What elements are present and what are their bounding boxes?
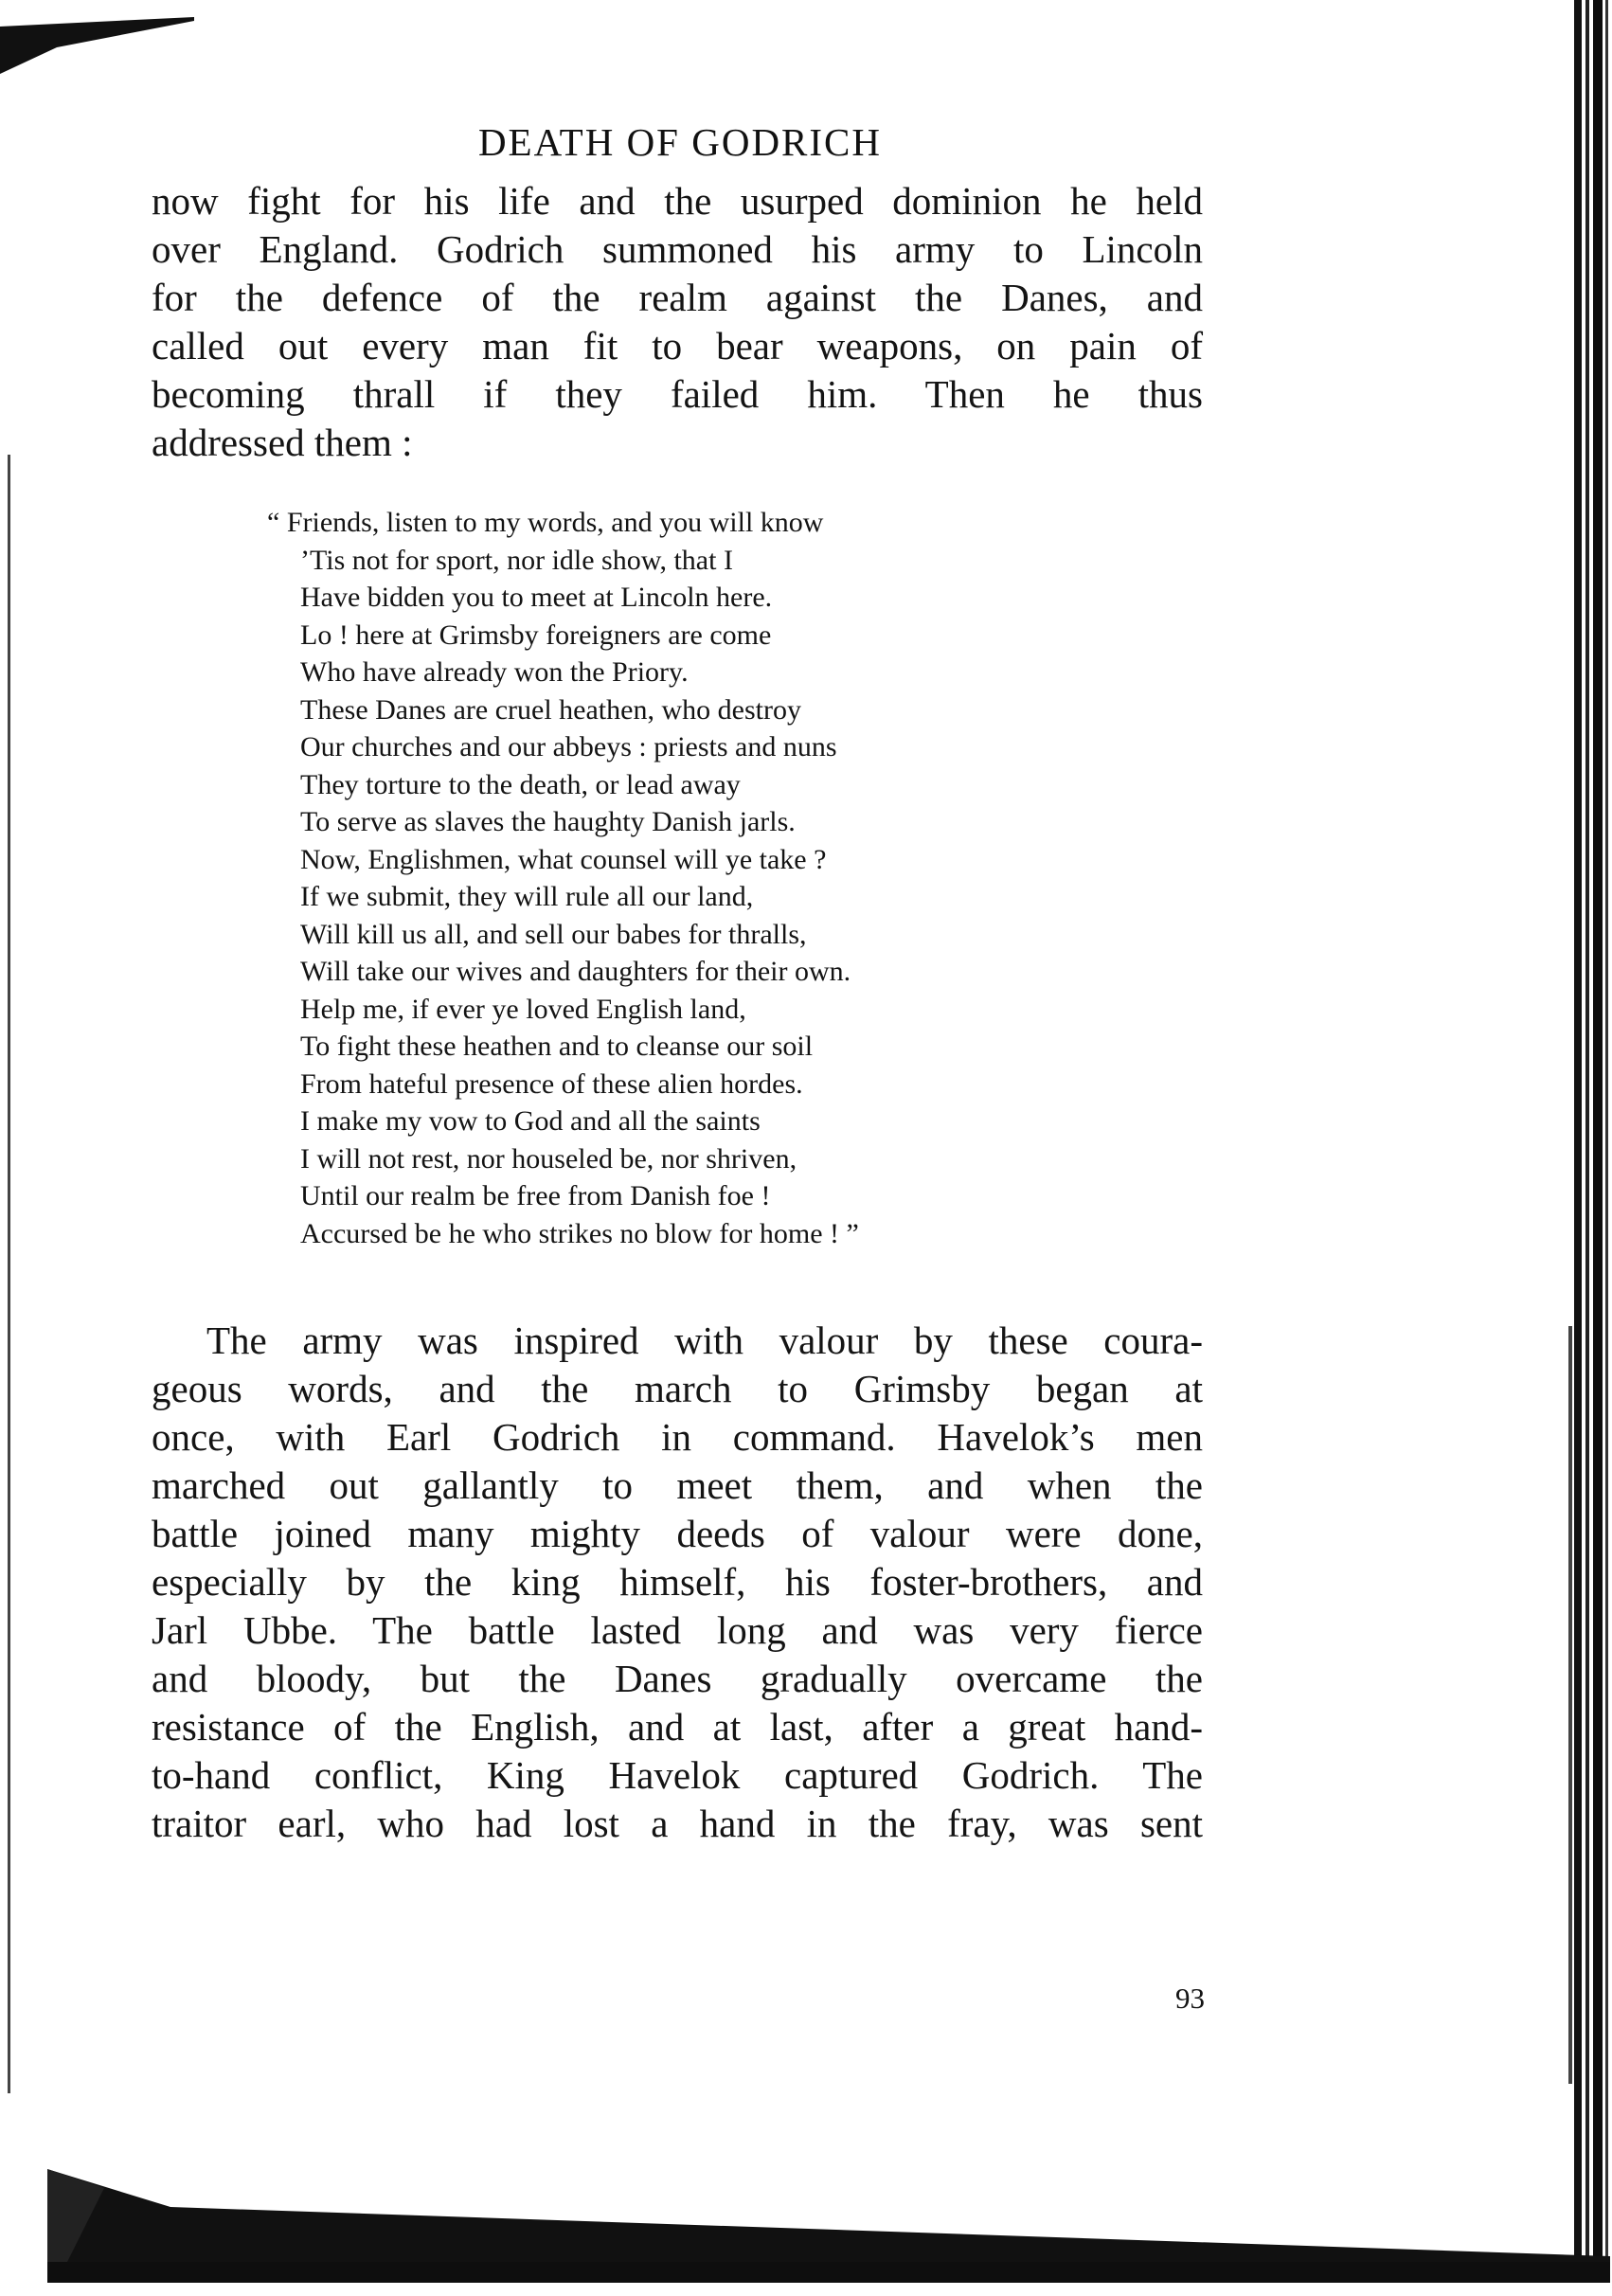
text-line: battle joined many mighty deeds of valour were done,	[152, 1512, 1203, 1555]
verse-line: Until our realm be free from Danish foe !	[300, 1180, 771, 1211]
text-line: now fight for his life and the usurped dominion he held	[152, 179, 1203, 223]
text-line: The army was inspired with valour by these coura-	[206, 1318, 1203, 1362]
verse-line: If we submit, they will rule all our land,	[300, 881, 754, 912]
text-line: once, with Earl Godrich in command. Havelok’s men	[152, 1415, 1203, 1459]
text-line: becoming thrall if they failed him. Then he thus	[152, 372, 1203, 416]
verse-line: Our churches and our abbeys : priests and nuns	[300, 731, 837, 762]
verse-line: Lo ! here at Grimsby foreigners are come	[300, 619, 772, 651]
verse-line: To serve as slaves the haughty Danish jarls.	[300, 806, 796, 837]
text-line: traitor earl, who had lost a hand in the fray, was sent	[152, 1802, 1203, 1845]
verse-line: Will kill us all, and sell our babes for thralls,	[300, 918, 807, 950]
text-line: addressed them :	[152, 421, 413, 464]
text-line: called out every man fit to bear weapons, on pain of	[152, 324, 1203, 368]
verse-line: Now, Englishmen, what counsel will ye take ?	[300, 843, 827, 875]
verse-line: I will not rest, nor houseled be, nor shriven,	[300, 1142, 797, 1175]
text-line: over England. Godrich summoned his army to Lincoln	[152, 227, 1203, 271]
verse-line: Who have already won the Priory.	[300, 656, 689, 688]
text-line: and bloody, but the Danes gradually overcame the	[152, 1657, 1203, 1700]
text-line: for the defence of the realm against the Danes, and	[152, 276, 1203, 319]
verse-line: From hateful presence of these alien hordes.	[300, 1067, 803, 1100]
text-line: especially by the king himself, his foster-brothers, and	[152, 1560, 1203, 1604]
verse-line: Accursed be he who strikes no blow for home ! ”	[300, 1217, 859, 1249]
bottom-page-edge	[0, 2150, 1612, 2296]
running-head: DEATH OF GODRICH	[477, 120, 883, 164]
verse-line: Have bidden you to meet at Lincoln here.	[300, 582, 773, 613]
scan-mark-top	[0, 0, 199, 76]
left-scan-rule	[8, 455, 10, 2093]
verse-line: Will take our wives and daughters for their own.	[300, 956, 851, 987]
page-number: 93	[1175, 1982, 1205, 2015]
verse-line: “ Friends, listen to my words, and you will know	[267, 507, 824, 538]
text-line: resistance of the English, and at last, after a great hand-	[152, 1705, 1203, 1749]
verse-line: To fight these heathen and to cleanse our soil	[300, 1031, 814, 1062]
text-line: Jarl Ubbe. The battle lasted long and was very fierce	[152, 1608, 1203, 1652]
verse-line: ’Tis not for sport, nor idle show, that I	[300, 544, 733, 576]
closing-paragraph	[152, 1317, 1203, 1848]
text-line: geous words, and the march to Grimsby began at	[152, 1367, 1203, 1410]
verse-line: I make my vow to God and all the saints	[300, 1105, 761, 1137]
verse-line: These Danes are cruel heathen, who destroy	[300, 693, 801, 726]
godrich-speech-verse	[267, 504, 1053, 1252]
opening-paragraph	[152, 177, 1203, 467]
text-line: to-hand conflict, King Havelok captured Godrich. The	[152, 1753, 1203, 1797]
verse-line: Help me, if ever ye loved English land,	[300, 993, 746, 1025]
text-line: marched out gallantly to meet them, and when the	[152, 1463, 1203, 1507]
binding-edge	[1536, 0, 1612, 2296]
verse-line: They torture to the death, or lead away	[300, 768, 741, 800]
